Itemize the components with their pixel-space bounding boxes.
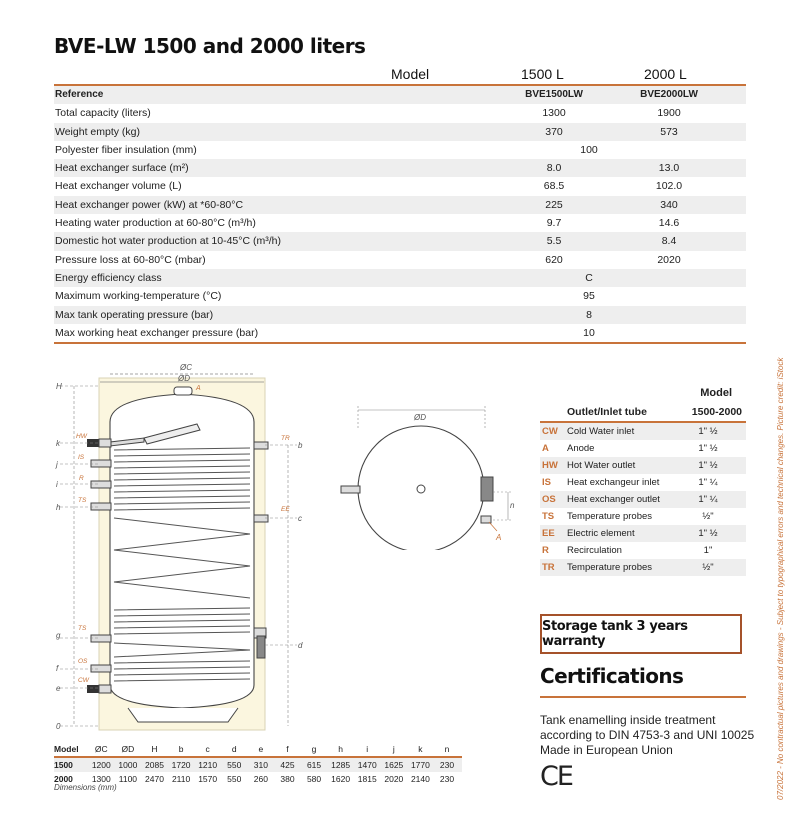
col-1500-header: 1500 L: [521, 66, 564, 82]
code-label-hw: HW: [76, 433, 87, 440]
spec-table: [54, 64, 746, 344]
inlet-row: IS Heat exchangeur inlet 1" ¼: [542, 477, 718, 488]
model-header: Model: [391, 66, 430, 82]
tank-front-drawing: [52, 360, 327, 740]
spec-table-header: [54, 64, 746, 86]
spec-row: Heat exchanger power (kW) at *60-80°C 225 340: [54, 196, 746, 214]
dims-row-2000: 2000 1300 1100 2470 2110 1570 550 260 380 580 1620 1815 2020 2140 230: [54, 774, 455, 784]
dim-label-i: i: [56, 480, 58, 489]
dim-label-e: e: [56, 684, 61, 693]
dim-label-b: b: [298, 441, 303, 450]
dimensions-table: [54, 742, 462, 786]
dims-row-1500: 1500 1200 1000 2085 1720 1210 550 310 425 615 1285 1470 1625 1770 230: [54, 758, 462, 772]
cert-line-3: Made in European Union: [540, 743, 673, 757]
top-view-n-label: n: [510, 501, 515, 510]
inlet-table-header: [540, 385, 746, 423]
code-label-r: R: [79, 475, 84, 482]
spec-row: Maximum working-temperature (°C) 95: [55, 290, 595, 303]
dim-label-h: h: [56, 503, 61, 512]
inlet-row: A Anode 1" ½: [542, 443, 718, 454]
certifications-title: Certifications: [540, 664, 684, 688]
spec-row: Heat exchanger volume (L) 68.5 102.0: [55, 180, 683, 193]
inlet-row: HW Hot Water outlet 1" ½: [540, 457, 746, 474]
spec-row: Polyester fiber insulation (mm) 100: [55, 143, 598, 156]
certifications-text: [540, 713, 760, 758]
spec-row: Domestic hot water production at 10-45°C (m³/h) 5.5 8.4: [54, 232, 746, 250]
inlet-row: OS Heat exchanger outlet 1" ¼: [540, 491, 746, 508]
col-2000-header: 2000 L: [644, 66, 687, 82]
spec-row: Energy efficiency class C: [54, 269, 746, 287]
inlet-model-label: Model: [700, 387, 732, 399]
dims-header-row: Model ØC ØD H b c d e f g h i j k n: [54, 742, 462, 758]
top-view-anode-label: A: [496, 533, 502, 542]
code-label-cw: CW: [78, 677, 89, 684]
disclaimer-side-note: 07/2022 - No contractual pictures and drawings - Subject to typographical errors and technical changes. Picture credit: iStock: [776, 357, 785, 800]
cert-line-1: Tank enamelling inside treatment: [540, 713, 716, 727]
dim-label-od: ØD: [178, 374, 190, 383]
code-label-ts-top: TS: [78, 497, 87, 504]
certifications-divider: [540, 696, 746, 698]
dim-label-g: g: [56, 631, 61, 640]
ce-mark-icon: CE: [540, 761, 572, 792]
inlet-row: TR Temperature probes ½": [540, 559, 746, 576]
code-label-os: OS: [78, 658, 88, 665]
spec-row: Heat exchanger surface (m²) 8.0 13.0: [54, 159, 746, 177]
dim-label-0: 0: [56, 722, 61, 731]
page-title: BVE-LW 1500 and 2000 liters: [54, 34, 366, 58]
inlet-row: R Recirculation 1": [542, 545, 713, 556]
dim-label-f: f: [56, 664, 59, 673]
spec-row: Pressure loss at 60-80°C (mbar) 620 2020: [55, 253, 681, 266]
inlet-range-header: 1500-2000: [691, 406, 742, 418]
spec-row: Reference BVE1500LW BVE2000LW: [54, 86, 746, 104]
code-label-ts-bottom: TS: [78, 625, 87, 632]
code-label-ee: EE: [281, 506, 290, 513]
code-label-is: IS: [78, 454, 85, 461]
dim-label-H: H: [56, 382, 62, 391]
inlet-row: EE Electric element 1" ½: [540, 525, 746, 542]
dimensions-note: Dimensions (mm): [54, 783, 117, 792]
inlet-row: TS Temperature probes ½": [542, 511, 714, 522]
tank-top-view-drawing: [330, 400, 520, 550]
dim-label-k: k: [56, 439, 60, 448]
warranty-badge: Storage tank 3 years warranty: [540, 614, 742, 654]
cert-line-2: according to DIN 4753-3 and UNI 10025: [540, 728, 755, 742]
spec-row: Weight empty (kg) 370 573: [54, 123, 746, 141]
inlet-row: CW Cold Water inlet 1" ½: [540, 423, 746, 440]
code-label-a: A: [196, 385, 201, 392]
dim-label-d: d: [298, 641, 303, 650]
top-view-diameter-label: ØD: [414, 413, 426, 422]
spec-row: Max working heat exchanger pressure (bar) 10: [55, 326, 595, 339]
spec-table-body: [54, 86, 746, 344]
spec-row: Max tank operating pressure (bar) 8: [54, 306, 746, 324]
inlet-outlet-table: [540, 385, 746, 576]
dim-label-j: j: [56, 460, 58, 469]
dim-label-oc: ØC: [180, 363, 192, 372]
spec-row: Heating water production at 60-80°C (m³/h) 9.7 14.6: [55, 217, 680, 230]
spec-row: Total capacity (liters) 1300 1900: [55, 107, 681, 120]
inlet-tube-header: Outlet/Inlet tube: [567, 406, 647, 418]
dim-label-c: c: [298, 514, 302, 523]
code-label-tr: TR: [281, 435, 290, 442]
